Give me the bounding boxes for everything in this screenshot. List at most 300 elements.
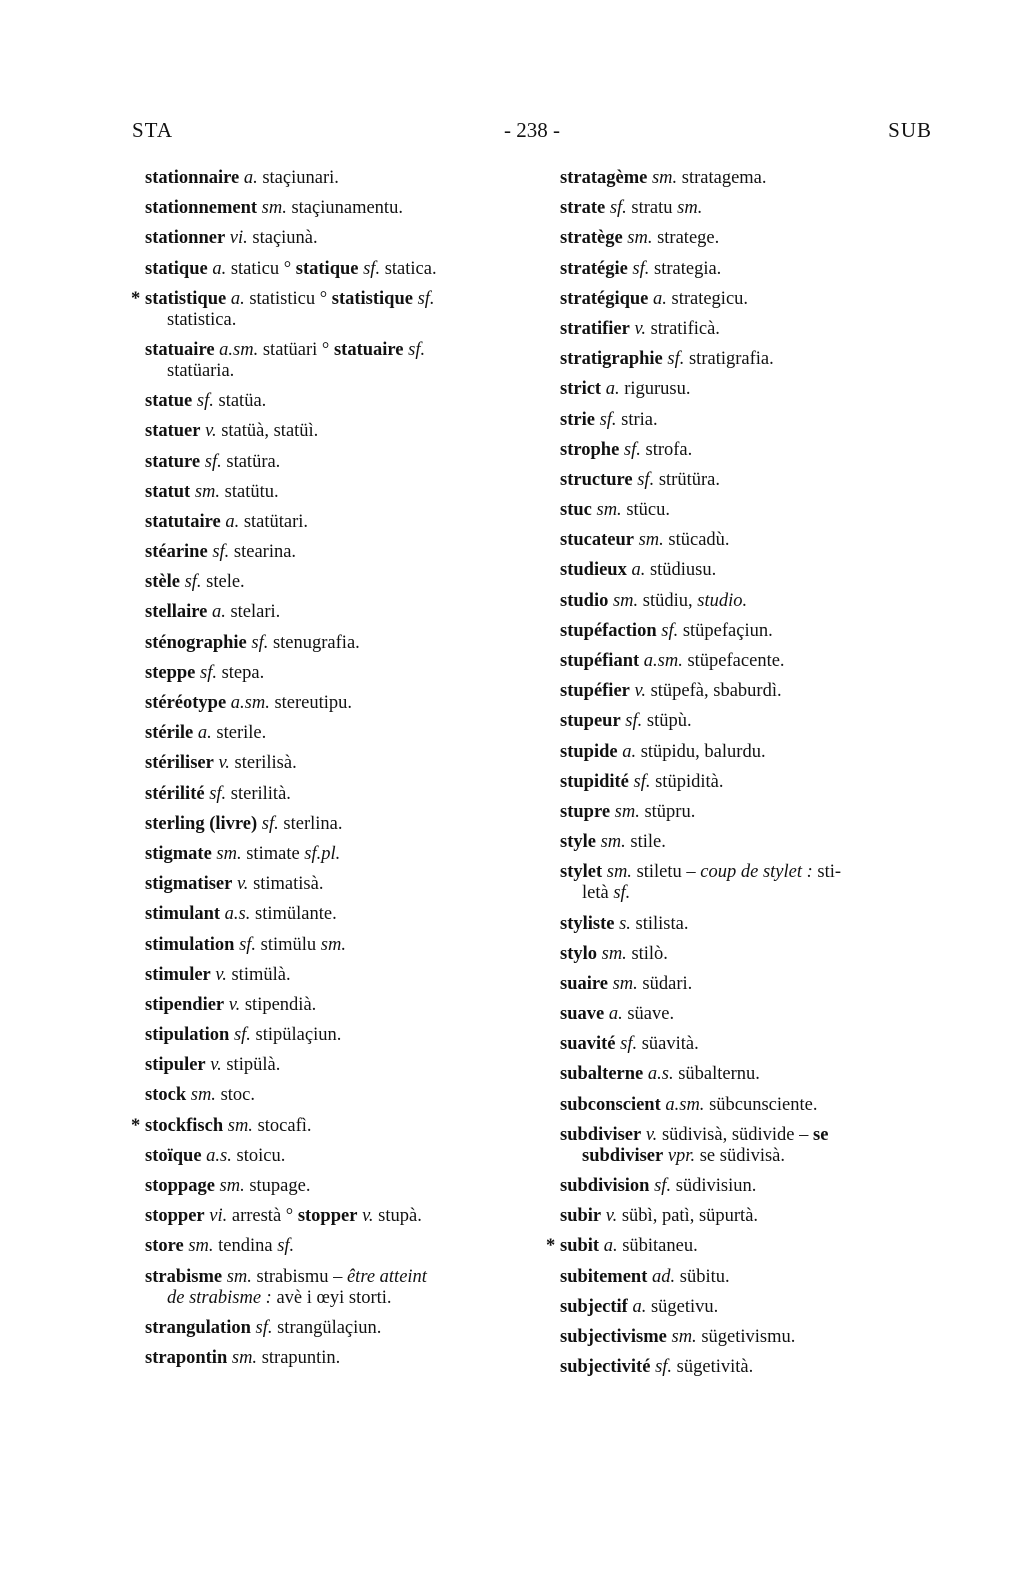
translation: strategia. bbox=[654, 258, 722, 279]
headword: strophe bbox=[560, 439, 620, 460]
headword: statuaire bbox=[145, 339, 215, 360]
grammar-label: sm. bbox=[612, 973, 638, 994]
headword: stationner bbox=[145, 228, 226, 249]
headword: strangulation bbox=[145, 1317, 251, 1338]
translation: stratege. bbox=[657, 228, 720, 249]
grammar-label: v. bbox=[634, 318, 646, 339]
grammar-label: a. bbox=[230, 288, 245, 309]
translation: stüdiu, bbox=[642, 590, 698, 611]
translation: stratificà. bbox=[650, 318, 720, 339]
grammar-label-secondary: v. bbox=[362, 1206, 374, 1227]
translation: südivisà, südivide – bbox=[661, 1124, 814, 1145]
translation: sübalternu. bbox=[678, 1064, 760, 1085]
grammar-label: sf. bbox=[667, 349, 685, 370]
translation: sübcunsciente. bbox=[709, 1094, 818, 1115]
grammar-label: sf. bbox=[196, 391, 214, 412]
dictionary-entry bbox=[560, 1004, 935, 1025]
dictionary-entry bbox=[560, 168, 935, 189]
translation: stenugrafia. bbox=[272, 632, 360, 653]
dictionary-entry bbox=[560, 591, 935, 612]
translation: stimülà. bbox=[231, 964, 291, 985]
translation: stelari. bbox=[230, 602, 281, 623]
translation: stücu. bbox=[626, 500, 670, 521]
dictionary-entry bbox=[546, 1236, 935, 1257]
dictionary-entry bbox=[560, 530, 935, 551]
grammar-label: sf. bbox=[200, 662, 217, 683]
headword: suaire bbox=[560, 973, 608, 994]
dictionary-entry bbox=[560, 198, 935, 219]
headword: stimulation bbox=[145, 934, 235, 955]
dictionary-entry bbox=[560, 711, 935, 732]
translation: süavità. bbox=[641, 1034, 699, 1055]
headword: statuer bbox=[145, 421, 201, 442]
grammar-label: sf. bbox=[251, 632, 269, 653]
translation: stüpidità. bbox=[655, 771, 724, 792]
grammar-label: a. bbox=[632, 1296, 647, 1317]
headword: steppe bbox=[145, 662, 196, 683]
dictionary-entry bbox=[145, 874, 525, 895]
dictionary-entry bbox=[145, 965, 525, 986]
grammar-label: sm. bbox=[231, 1347, 258, 1368]
dictionary-entry bbox=[145, 1176, 525, 1197]
translation: statüa. bbox=[218, 391, 267, 412]
dictionary-entry bbox=[145, 814, 525, 835]
dictionary-entry bbox=[560, 1297, 935, 1318]
grammar-label: a. bbox=[631, 560, 646, 581]
grammar-label: vi. bbox=[229, 228, 248, 249]
entry-marker: * bbox=[131, 288, 141, 309]
phrase: coup de stylet : bbox=[700, 862, 813, 883]
grammar-label: sf. bbox=[255, 1317, 273, 1338]
grammar-label: v. bbox=[634, 681, 646, 702]
grammar-label: a. bbox=[197, 723, 212, 744]
grammar-label-secondary: sm. bbox=[320, 934, 346, 955]
headword: studieux bbox=[560, 560, 627, 581]
translation: stoicu. bbox=[236, 1145, 286, 1166]
headword: stéarine bbox=[145, 542, 208, 563]
translation: statüà, statüì. bbox=[221, 421, 319, 442]
grammar-label: sm. bbox=[638, 530, 664, 551]
grammar-continuation: sf. bbox=[613, 883, 631, 904]
headword: stratifier bbox=[560, 318, 630, 339]
translation: statütu. bbox=[224, 481, 279, 502]
grammar-label-secondary: studio. bbox=[697, 590, 748, 611]
translation: stile. bbox=[630, 832, 666, 853]
dictionary-entry bbox=[145, 168, 525, 189]
grammar-label-secondary: sf. bbox=[417, 288, 435, 309]
headword: stylo bbox=[560, 943, 597, 964]
grammar-label: v. bbox=[210, 1055, 222, 1076]
headword: statue bbox=[145, 391, 193, 412]
grammar-label: v. bbox=[215, 964, 227, 985]
dictionary-entry bbox=[145, 784, 525, 805]
headword: stupéfaction bbox=[560, 620, 657, 641]
dictionary-entry bbox=[131, 1115, 525, 1137]
headword: stérile bbox=[145, 723, 194, 744]
dictionary-entry bbox=[560, 944, 935, 965]
dictionary-entry bbox=[145, 572, 525, 593]
grammar-label-secondary: sm. bbox=[677, 198, 703, 219]
headword: stature bbox=[145, 451, 201, 472]
translation-secondary: statica. bbox=[384, 258, 437, 279]
headword: stigmate bbox=[145, 843, 212, 864]
grammar-label: sm. bbox=[227, 1115, 253, 1136]
grammar-label: sf. bbox=[212, 542, 230, 563]
translation: sügetivismu. bbox=[701, 1326, 796, 1347]
dictionary-entry bbox=[145, 995, 525, 1016]
translation: stocafì. bbox=[257, 1115, 312, 1136]
headword: stériliser bbox=[145, 753, 214, 774]
left-column bbox=[131, 168, 525, 1378]
grammar-label: sf. bbox=[620, 1034, 638, 1055]
translation: staçiunari. bbox=[262, 168, 339, 188]
translation: strategicu. bbox=[671, 288, 749, 309]
grammar-label: sf. bbox=[655, 1357, 673, 1378]
grammar-label-secondary: sf. bbox=[277, 1236, 295, 1257]
headword: structure bbox=[560, 469, 633, 490]
translation: stimülu bbox=[260, 934, 321, 955]
translation: strangülaçiun. bbox=[277, 1317, 382, 1338]
grammar-label: a. bbox=[603, 1236, 618, 1257]
grammar-label-secondary: sf. bbox=[408, 339, 426, 360]
translation: sterlina. bbox=[283, 813, 343, 834]
dictionary-entry bbox=[145, 1206, 525, 1227]
headword: subconscient bbox=[560, 1094, 661, 1115]
headword: stèle bbox=[145, 572, 180, 593]
headword: strate bbox=[560, 198, 606, 219]
grammar-label: vi. bbox=[209, 1206, 228, 1227]
translation: stratagema. bbox=[681, 168, 767, 188]
grammar-label: a.sm. bbox=[230, 693, 270, 713]
translation: stilò. bbox=[631, 943, 668, 964]
grammar-label: sf. bbox=[239, 934, 257, 955]
grammar-label: a.sm. bbox=[643, 651, 683, 671]
dictionary-entry bbox=[560, 1064, 935, 1085]
headword: stérilité bbox=[145, 783, 205, 804]
dictionary-entry bbox=[145, 421, 525, 442]
grammar-label: v. bbox=[605, 1206, 618, 1227]
headword: store bbox=[145, 1236, 184, 1257]
dictionary-entry bbox=[560, 1176, 935, 1197]
grammar-label: sf. bbox=[625, 711, 643, 732]
dictionary-entry bbox=[145, 663, 525, 684]
grammar-label: ad. bbox=[652, 1266, 676, 1287]
grammar-label: a. bbox=[243, 168, 258, 188]
translation: strütüra. bbox=[658, 469, 720, 490]
headword: strie bbox=[560, 409, 595, 430]
grammar-label: v. bbox=[205, 421, 217, 442]
grammar-label: sm. bbox=[216, 843, 242, 864]
entry-marker: * bbox=[131, 1115, 141, 1136]
dictionary-entry bbox=[560, 651, 935, 672]
headword: suave bbox=[560, 1004, 605, 1025]
headword: stimuler bbox=[145, 964, 211, 985]
headword: stratagème bbox=[560, 168, 648, 188]
grammar-label: a.s. bbox=[647, 1064, 674, 1085]
translation: sügetivu. bbox=[650, 1296, 719, 1317]
dictionary-entry bbox=[560, 410, 935, 431]
dictionary-entry bbox=[560, 832, 935, 853]
headword: stupeur bbox=[560, 711, 621, 732]
phrase-headword: se bbox=[813, 1124, 829, 1145]
dictionary-entry bbox=[145, 602, 525, 623]
dictionary-entry bbox=[560, 500, 935, 521]
translation: statüari ° bbox=[262, 339, 334, 360]
grammar-continuation: vpr. bbox=[667, 1145, 696, 1166]
dictionary-entry bbox=[560, 621, 935, 642]
entry-continuation bbox=[560, 1146, 935, 1167]
headword: strict bbox=[560, 379, 602, 400]
dictionary-entry bbox=[560, 228, 935, 249]
translation-continuation: avè i œyi storti. bbox=[276, 1287, 392, 1308]
grammar-label: sf. bbox=[609, 198, 627, 219]
translation: sübitaneu. bbox=[622, 1236, 698, 1257]
headword: stopper bbox=[145, 1206, 205, 1227]
headword: stuc bbox=[560, 500, 592, 521]
headword: stock bbox=[145, 1085, 187, 1106]
headword: stigmatiser bbox=[145, 874, 233, 895]
translation: stimülante. bbox=[255, 904, 337, 925]
translation: sterilisà. bbox=[234, 753, 297, 774]
translation: stria. bbox=[621, 409, 658, 430]
grammar-label: a.s. bbox=[206, 1145, 232, 1166]
translation: stimatisà. bbox=[253, 874, 324, 895]
headword: subjectivisme bbox=[560, 1326, 667, 1347]
headword: subdivision bbox=[560, 1176, 650, 1196]
dictionary-entry bbox=[145, 693, 525, 714]
headword: stockfisch bbox=[145, 1115, 224, 1136]
grammar-label: a.s. bbox=[224, 904, 251, 925]
translation: statütari. bbox=[243, 511, 309, 532]
translation: stimate bbox=[246, 843, 305, 864]
headword-continuation: subdiviser bbox=[582, 1145, 664, 1166]
dictionary-entry bbox=[145, 753, 525, 774]
dictionary-entry bbox=[560, 914, 935, 935]
grammar-label: sf. bbox=[654, 1176, 672, 1196]
dictionary-entry bbox=[145, 340, 525, 382]
headword: suavité bbox=[560, 1034, 616, 1055]
grammar-label: sm. bbox=[606, 862, 632, 883]
translation: sübì, patì, süpurtà. bbox=[621, 1206, 759, 1227]
dictionary-entry bbox=[560, 974, 935, 995]
entry-marker: * bbox=[546, 1236, 556, 1257]
grammar-label: v. bbox=[645, 1124, 658, 1145]
headword: subjectivité bbox=[560, 1357, 651, 1378]
entry-continuation bbox=[145, 310, 525, 331]
translation: sübitu. bbox=[679, 1266, 730, 1287]
headword: statut bbox=[145, 481, 191, 502]
grammar-label: sm. bbox=[194, 481, 221, 502]
page-header bbox=[132, 118, 932, 148]
headword: stéréotype bbox=[145, 693, 227, 713]
translation: süave. bbox=[627, 1004, 675, 1025]
headword: stratégie bbox=[560, 258, 628, 279]
headword: stationnement bbox=[145, 198, 258, 219]
grammar-label: a. bbox=[212, 258, 227, 279]
grammar-label: sf. bbox=[633, 771, 651, 792]
grammar-label: sf. bbox=[632, 258, 650, 279]
headword: stupidité bbox=[560, 771, 629, 792]
dictionary-entry bbox=[145, 512, 525, 533]
dictionary-entry bbox=[145, 1085, 525, 1106]
grammar-label: v. bbox=[228, 994, 241, 1015]
headword: studio bbox=[560, 590, 609, 611]
translation-secondary: stupà. bbox=[378, 1206, 422, 1227]
grammar-label-secondary: sf.pl. bbox=[304, 843, 341, 864]
page-number: - 238 - bbox=[504, 118, 560, 142]
grammar-label: sm. bbox=[671, 1326, 697, 1347]
dictionary-entry bbox=[560, 742, 935, 763]
grammar-label-secondary: sf. bbox=[363, 258, 381, 279]
entry-continuation bbox=[145, 361, 525, 382]
headword: stoppage bbox=[145, 1176, 215, 1196]
dictionary-entry bbox=[560, 259, 935, 280]
translation: sterilità. bbox=[230, 783, 291, 804]
dictionary-entry bbox=[560, 560, 935, 581]
dictionary-entry bbox=[560, 289, 935, 310]
translation-continuation: se südivisà. bbox=[695, 1145, 786, 1166]
translation: stüdiusu. bbox=[649, 560, 717, 581]
headword-secondary: statistique bbox=[331, 288, 413, 309]
grammar-label: a. bbox=[211, 602, 226, 623]
dictionary-entry bbox=[560, 319, 935, 340]
translation: stereutipu. bbox=[274, 693, 353, 713]
dictionary-entry bbox=[131, 288, 525, 331]
headword: stipuler bbox=[145, 1055, 206, 1076]
dictionary-entry bbox=[145, 542, 525, 563]
dictionary-entry bbox=[560, 681, 935, 702]
dictionary-entry bbox=[145, 259, 525, 280]
translation: stiletu – bbox=[636, 862, 701, 883]
headword: stationnaire bbox=[145, 168, 240, 188]
grammar-label: sm. bbox=[651, 168, 678, 188]
translation: südari. bbox=[642, 973, 693, 994]
translation: stratigrafia. bbox=[688, 349, 774, 370]
headword: stupéfier bbox=[560, 681, 630, 702]
translation: stipendià. bbox=[244, 994, 317, 1015]
translation: tendina bbox=[218, 1236, 278, 1257]
dictionary-entry bbox=[145, 844, 525, 865]
translation-continuation: statüaria. bbox=[167, 360, 235, 381]
dictionary-entry bbox=[560, 349, 935, 370]
dictionary-entry bbox=[560, 802, 935, 823]
grammar-label: a.sm. bbox=[665, 1094, 705, 1115]
translation: staçiunamentu. bbox=[291, 198, 403, 219]
dictionary-entry bbox=[145, 1348, 525, 1369]
grammar-label: sf. bbox=[637, 469, 655, 490]
grammar-label: a. bbox=[605, 379, 620, 400]
translation: stratu bbox=[631, 198, 678, 219]
grammar-label: sm. bbox=[600, 832, 626, 853]
dictionary-entry bbox=[560, 1267, 935, 1288]
headword: subir bbox=[560, 1206, 602, 1227]
headword: styliste bbox=[560, 913, 615, 934]
grammar-label: a. bbox=[225, 511, 240, 532]
dictionary-entry bbox=[145, 198, 525, 219]
grammar-label: sm. bbox=[596, 500, 622, 521]
grammar-label: sm. bbox=[188, 1236, 214, 1257]
dictionary-entry bbox=[145, 1267, 525, 1309]
headword: style bbox=[560, 832, 596, 853]
dictionary-entry bbox=[560, 1125, 935, 1167]
dictionary-entry bbox=[560, 440, 935, 461]
grammar-label: v. bbox=[218, 753, 230, 774]
translation: strapuntin. bbox=[261, 1347, 341, 1368]
grammar-label: sm. bbox=[612, 590, 639, 611]
translation: stüpefà, sbaburdì. bbox=[650, 681, 782, 702]
phrase: être atteint bbox=[346, 1266, 427, 1287]
dictionary-entry bbox=[145, 1318, 525, 1339]
translation-continuation: statistica. bbox=[167, 309, 237, 330]
headword: stucateur bbox=[560, 530, 634, 551]
translation: rigurusu. bbox=[624, 379, 691, 400]
translation: statüra. bbox=[226, 451, 281, 472]
grammar-label: sf. bbox=[661, 620, 679, 641]
translation: stupage. bbox=[249, 1176, 311, 1196]
dictionary-entry bbox=[560, 1327, 935, 1348]
translation: stücadù. bbox=[668, 530, 730, 551]
translation: stoc. bbox=[220, 1085, 255, 1106]
headword: sterling (livre) bbox=[145, 813, 258, 834]
dictionary-entry bbox=[145, 1055, 525, 1076]
grammar-label: sf. bbox=[233, 1025, 251, 1046]
headword: statique bbox=[145, 258, 208, 279]
headword-secondary: stopper bbox=[297, 1206, 358, 1227]
dictionary-entry bbox=[560, 379, 935, 400]
dictionary-entry bbox=[145, 228, 525, 249]
grammar-label: sm. bbox=[190, 1085, 216, 1106]
grammar-label: s. bbox=[619, 913, 631, 934]
headword: stipendier bbox=[145, 994, 225, 1015]
grammar-label: v. bbox=[236, 874, 249, 895]
headword: stupide bbox=[560, 741, 618, 762]
dictionary-entry bbox=[560, 470, 935, 491]
headword: sténographie bbox=[145, 632, 247, 653]
grammar-label: sm. bbox=[627, 228, 653, 249]
dictionary-entry bbox=[560, 1206, 935, 1227]
headword: strabisme bbox=[145, 1266, 223, 1287]
translation: staçiunà. bbox=[252, 228, 318, 249]
headword: stratigraphie bbox=[560, 349, 663, 370]
headword: stylet bbox=[560, 862, 603, 883]
dictionary-entry bbox=[560, 1095, 935, 1116]
headword: strapontin bbox=[145, 1347, 228, 1368]
grammar-label: sf. bbox=[204, 451, 222, 472]
translation: sterile. bbox=[216, 723, 267, 744]
grammar-label: sm. bbox=[601, 943, 627, 964]
translation: stüpidu, balurdu. bbox=[640, 741, 766, 762]
headword: stoïque bbox=[145, 1145, 202, 1166]
dictionary-entry bbox=[145, 904, 525, 925]
grammar-label: sm. bbox=[261, 198, 287, 219]
headword: stimulant bbox=[145, 904, 221, 925]
translation: stilista. bbox=[635, 913, 689, 934]
translation: stüpru. bbox=[644, 801, 696, 822]
grammar-label: sf. bbox=[623, 439, 641, 460]
dictionary-entry bbox=[145, 482, 525, 503]
headword: statutaire bbox=[145, 511, 221, 532]
headword: stratégique bbox=[560, 288, 649, 309]
translation: strabismu – bbox=[256, 1266, 347, 1287]
grammar-label: sf. bbox=[599, 409, 617, 430]
grammar-label: a. bbox=[608, 1004, 623, 1025]
running-head-right: SUB bbox=[888, 118, 932, 142]
entry-continuation bbox=[560, 883, 935, 904]
running-head-left: STA bbox=[132, 118, 173, 142]
headword: stellaire bbox=[145, 602, 208, 623]
translation-part: sti- bbox=[812, 862, 842, 883]
entry-continuation bbox=[145, 1288, 525, 1309]
